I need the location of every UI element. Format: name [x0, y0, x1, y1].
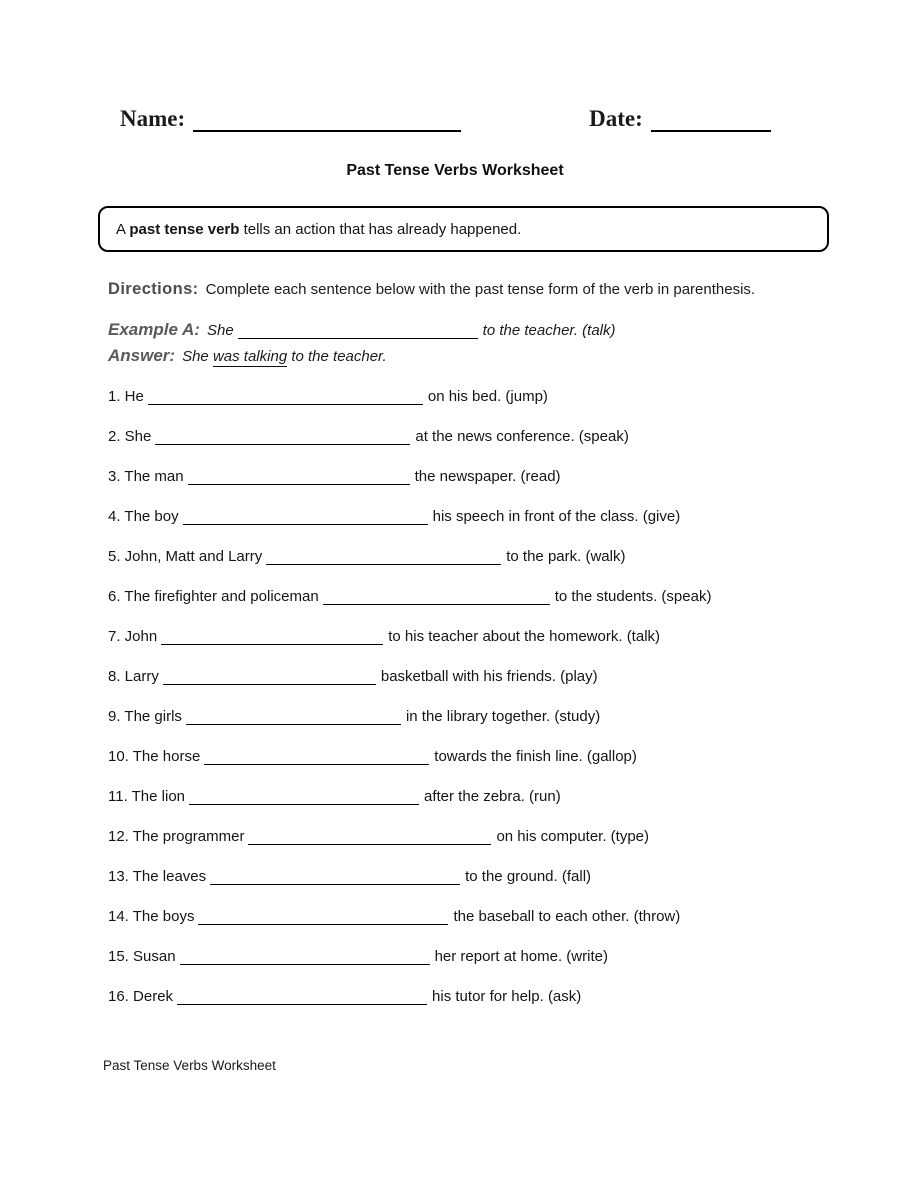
item-text-after: after the zebra. (run) — [424, 788, 561, 805]
example-text-before: She — [206, 322, 234, 339]
item-text-after: in the library together. (study) — [405, 708, 601, 725]
item-answer-blank[interactable] — [198, 910, 448, 925]
answer-underlined-verb: was talking — [212, 348, 288, 365]
item-text-after: his speech in front of the class. (give) — [432, 508, 681, 525]
item-text-after: at the news conference. (speak) — [415, 428, 629, 445]
date-label: Date: — [589, 106, 643, 131]
date-input-blank[interactable] — [651, 108, 771, 132]
date-field-group — [589, 106, 771, 132]
item-answer-blank[interactable] — [186, 710, 401, 725]
header — [0, 100, 910, 132]
item-answer-blank[interactable] — [204, 750, 429, 765]
item-answer-blank[interactable] — [177, 990, 427, 1005]
worksheet-item — [108, 427, 910, 446]
footer-text: Past Tense Verbs Worksheet — [103, 1058, 276, 1073]
answer-label: Answer: — [108, 346, 176, 365]
item-text-after: to the ground. (fall) — [465, 868, 592, 885]
item-answer-blank[interactable] — [210, 870, 460, 885]
item-text-after: the newspaper. (read) — [414, 468, 561, 485]
worksheet-item — [108, 587, 910, 606]
item-answer-blank[interactable] — [163, 670, 376, 685]
definition-box — [98, 206, 829, 252]
item-text-after: to the students. (speak) — [554, 588, 712, 605]
definition-prefix: A — [116, 221, 130, 238]
item-text-before: 8. Larry — [108, 668, 159, 685]
directions-text: Complete each sentence below with the past tense form of the verb in parenthesis. — [205, 281, 756, 298]
item-text-after: basketball with his friends. (play) — [380, 668, 598, 685]
item-text-before: 13. The leaves — [108, 868, 207, 885]
item-text-before: 10. The horse — [108, 748, 201, 765]
definition-term: past tense verb — [129, 221, 240, 238]
item-text-before: 1. He — [108, 388, 144, 405]
worksheet-item — [108, 907, 910, 926]
worksheet-item — [108, 627, 910, 646]
item-text-after: his tutor for help. (ask) — [432, 988, 582, 1005]
worksheet-item — [108, 667, 910, 686]
item-answer-blank[interactable] — [248, 830, 491, 845]
item-answer-blank[interactable] — [148, 390, 423, 405]
worksheet-item — [108, 787, 910, 806]
directions — [108, 276, 763, 303]
worksheet-item — [108, 867, 910, 886]
item-answer-blank[interactable] — [183, 510, 428, 525]
item-text-before: 3. The man — [108, 468, 184, 485]
item-text-before: 14. The boys — [108, 908, 195, 925]
item-answer-blank[interactable] — [266, 550, 501, 565]
item-text-before: 16. Derek — [108, 988, 174, 1005]
name-input-blank[interactable] — [193, 108, 461, 132]
item-text-before: 2. She — [108, 428, 152, 445]
answer-text-after: to the teacher. — [291, 348, 387, 365]
item-text-after: to his teacher about the homework. (talk) — [388, 628, 661, 645]
item-text-before: 15. Susan — [108, 948, 176, 965]
example-text-after: to the teacher. (talk) — [482, 322, 616, 339]
item-text-after: on his bed. (jump) — [427, 388, 548, 405]
item-text-after: the baseball to each other. (throw) — [453, 908, 681, 925]
item-text-before: 5. John, Matt and Larry — [108, 548, 263, 565]
item-text-after: to the park. (walk) — [506, 548, 626, 565]
directions-label: Directions: — [108, 280, 199, 298]
page-title: Past Tense Verbs Worksheet — [346, 162, 564, 179]
name-field-group — [120, 106, 461, 132]
worksheet-item — [108, 987, 910, 1006]
worksheet-item — [108, 747, 910, 766]
item-text-before: 4. The boy — [108, 508, 179, 525]
item-text-after: on his computer. (type) — [496, 828, 650, 845]
worksheet-item — [108, 547, 910, 566]
name-label: Name: — [120, 106, 186, 131]
worksheet-item — [108, 947, 910, 966]
item-text-after: towards the finish line. (gallop) — [434, 748, 637, 765]
item-answer-blank[interactable] — [189, 790, 419, 805]
item-answer-blank[interactable] — [188, 470, 410, 485]
answer-line — [108, 343, 910, 369]
example-label: Example A: — [108, 320, 200, 339]
worksheet-item — [108, 507, 910, 526]
item-answer-blank[interactable] — [180, 950, 430, 965]
worksheet-item — [108, 387, 910, 406]
item-answer-blank[interactable] — [161, 630, 383, 645]
item-text-before: 6. The firefighter and policeman — [108, 588, 319, 605]
item-text-before: 12. The programmer — [108, 828, 245, 845]
item-text-before: 7. John — [108, 628, 158, 645]
item-answer-blank[interactable] — [323, 590, 550, 605]
worksheet-item — [108, 827, 910, 846]
item-text-after: her report at home. (write) — [434, 948, 608, 965]
items-list — [108, 387, 910, 1006]
answer-text-before: She — [182, 348, 209, 365]
example-answer-blank[interactable] — [238, 324, 478, 339]
item-answer-blank[interactable] — [155, 430, 410, 445]
example-line — [108, 317, 910, 343]
example-block — [108, 317, 910, 369]
worksheet-item — [108, 467, 910, 486]
worksheet-item — [108, 707, 910, 726]
item-text-before: 9. The girls — [108, 708, 182, 725]
item-text-before: 11. The lion — [108, 788, 185, 805]
definition-suffix: tells an action that has already happened. — [239, 221, 522, 238]
